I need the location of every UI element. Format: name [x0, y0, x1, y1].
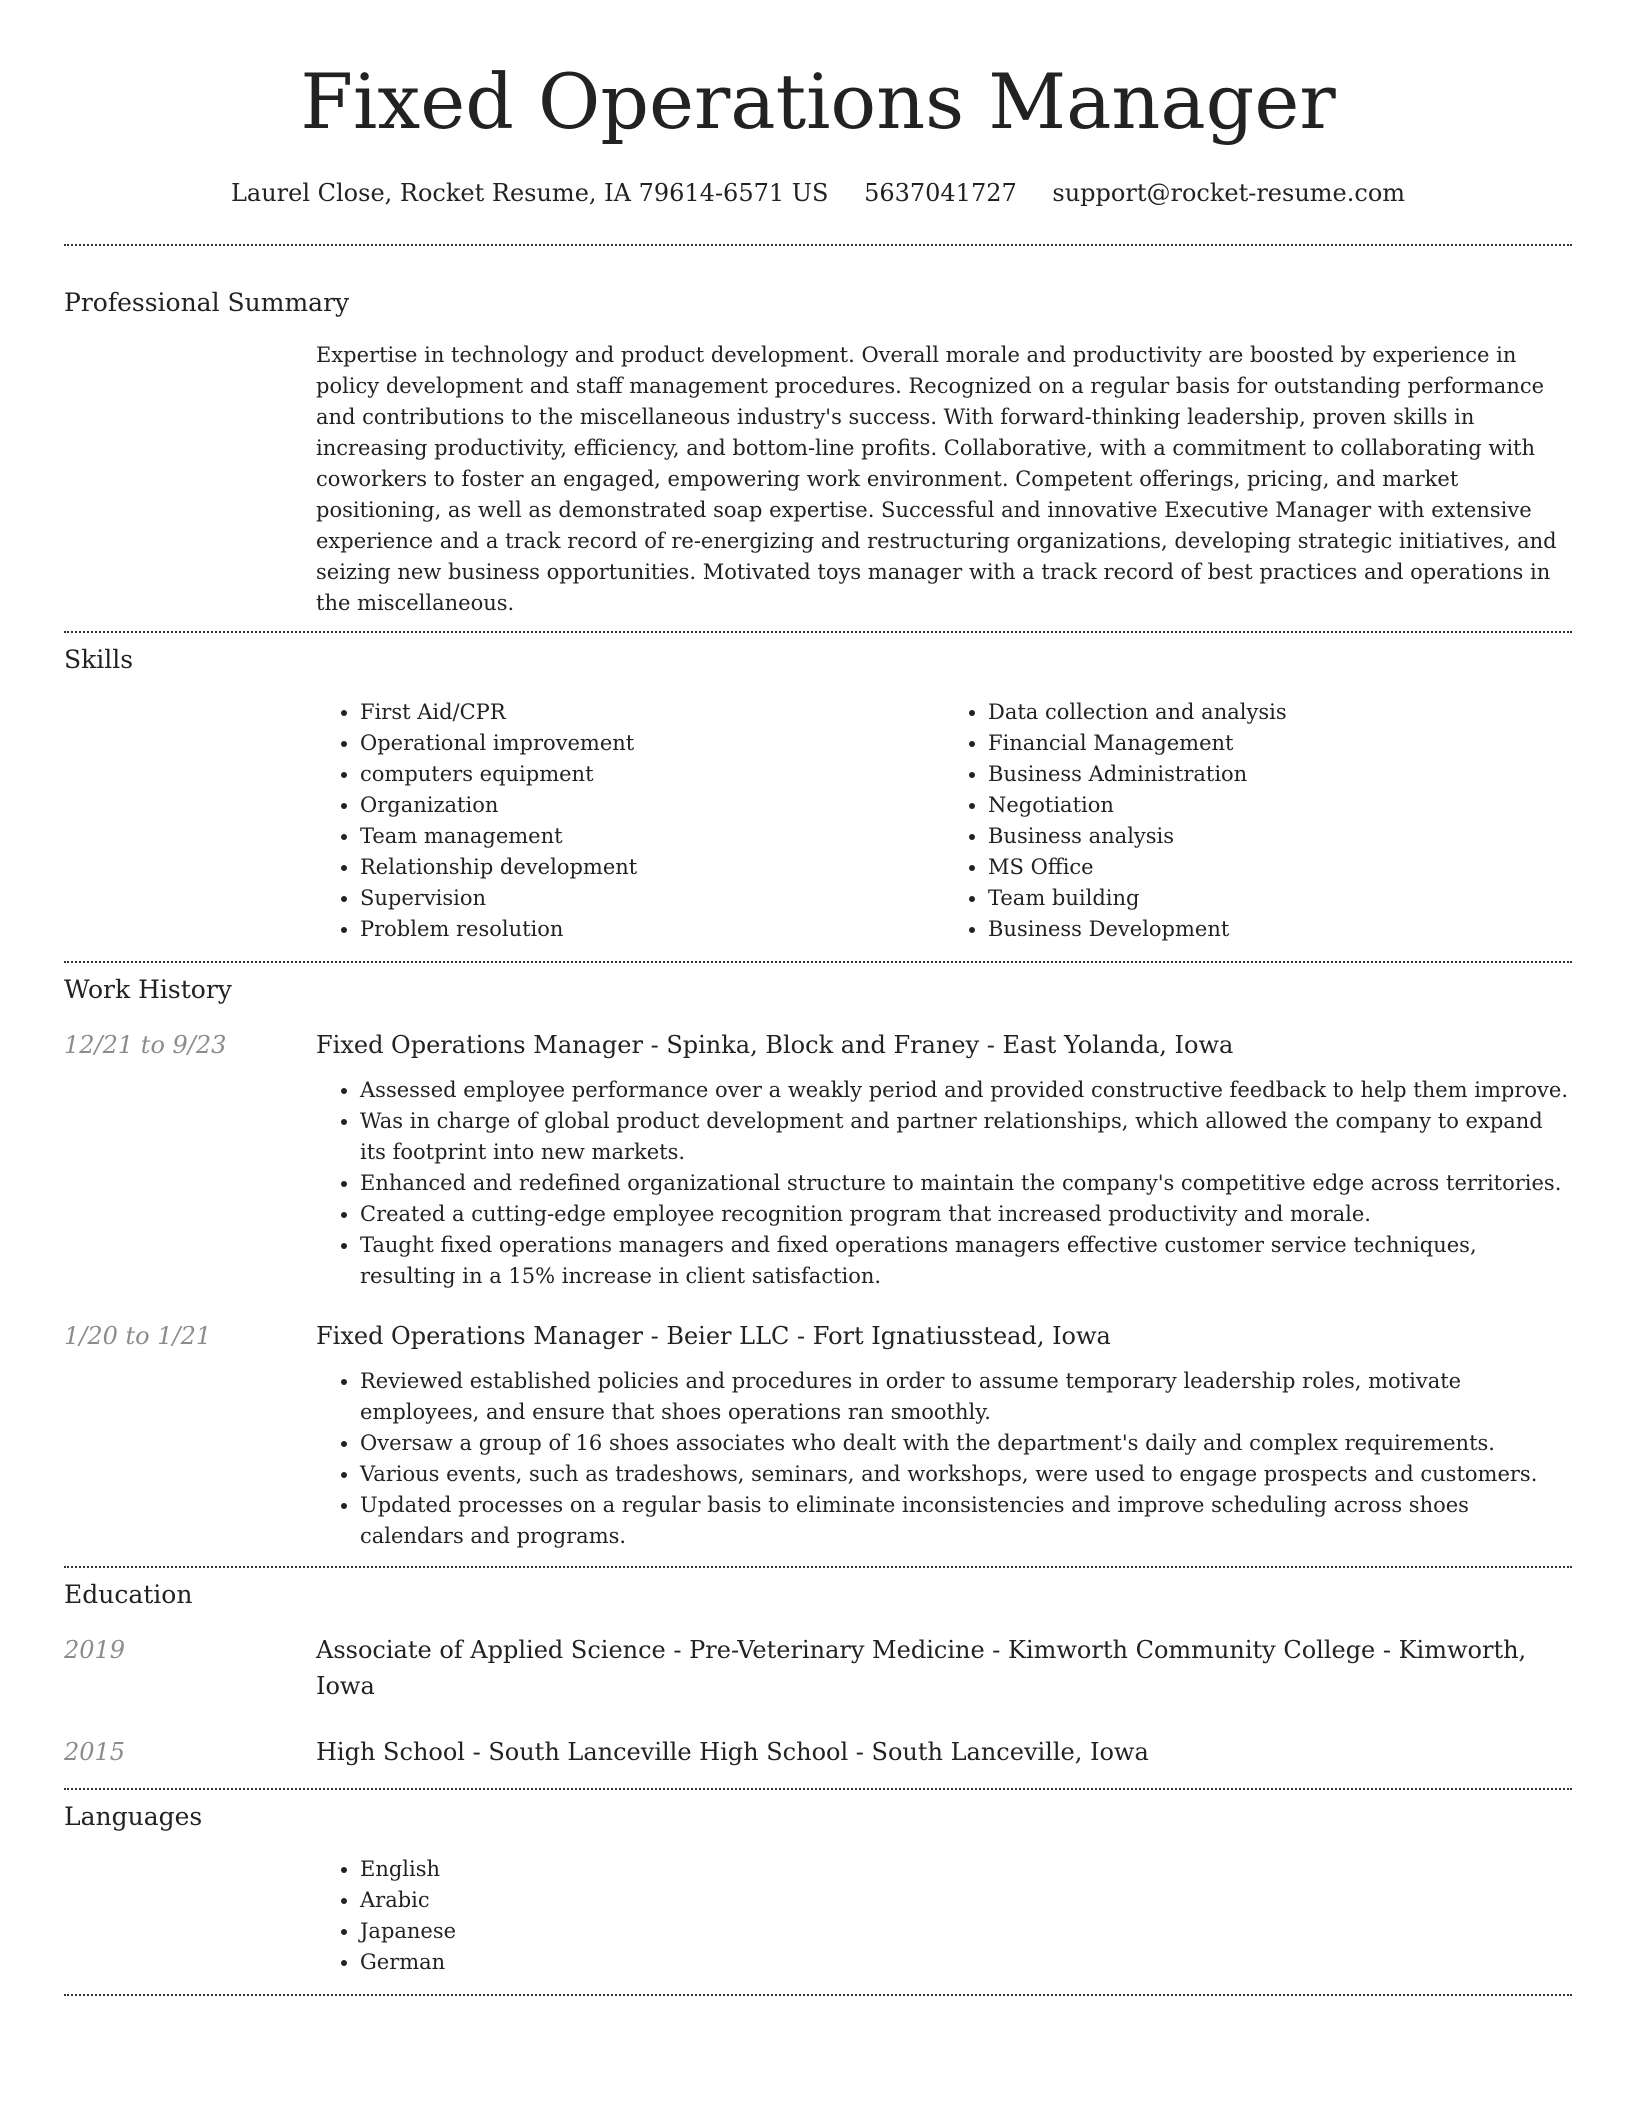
language-item: • English [360, 1854, 1572, 1885]
job-title-line [316, 1027, 1572, 1063]
job-bullets [316, 1366, 1572, 1552]
education-details: - Pre-Veterinary Medicine - Kimworth Community College - Kimworth, Iowa [316, 1636, 1527, 1700]
job-entry [64, 1318, 1572, 1552]
job-role: Fixed Operations Manager [316, 1322, 643, 1350]
section-title-skills: Skills [64, 645, 134, 674]
job-bullets [316, 1075, 1572, 1292]
job-company: - Beier LLC - Fort Ignatiusstead, Iowa [642, 1322, 1111, 1350]
education-line [316, 1734, 1572, 1770]
skill-item: • Business analysis [988, 821, 1572, 852]
education-section [64, 1568, 1572, 1770]
skill-item: • Team building [988, 883, 1572, 914]
skill-item: • computers equipment [360, 759, 944, 790]
resume-header [64, 0, 1572, 210]
job-bullet: • Taught fixed operations managers and fixed operations managers effective customer service techniques, resulting in a 15% increase in client satisfaction. [360, 1230, 1572, 1292]
skills-list-left [316, 697, 944, 945]
skill-item: • Financial Management [988, 728, 1572, 759]
skill-item: • Problem resolution [360, 914, 944, 945]
summary-text: Expertise in technology and product development. Overall morale and productivity are boosted by experience in policy development and staff management procedures. Recognized on a regular basis for outstanding performance and contributions to the miscellaneous industry's success. With forward-thinking leadership, proven skills in increasing productivity, efficiency, and bottom-line profits. Collaborative, with a commitment to collaborating with coworkers to foster an engaged, empowering work environment. Competent offerings, pricing, and market positioning, as well as demonstrated soap expertise. Successful and innovative Executive Manager with extensive experience and a track record of re-energizing and restructuring organizations, developing strategic initiatives, and seizing new business opportunities. Motivated toys manager with a track record of best practices and operations in the miscellaneous. [316, 343, 1557, 615]
skill-item: • Operational improvement [360, 728, 944, 759]
contact-address: Laurel Close, Rocket Resume, IA 79614-6571 US [230, 179, 829, 207]
education-degree: Associate of Applied Science [316, 1636, 666, 1664]
education-degree: High School [316, 1738, 465, 1766]
education-year: 2015 [64, 1738, 126, 1766]
skills-list-right [944, 697, 1572, 945]
job-bullet: • Reviewed established policies and procedures in order to assume temporary leadership roles, motivate employees, and ensure that shoes operations ran smoothly. [360, 1366, 1572, 1428]
skill-item: • Negotiation [988, 790, 1572, 821]
candidate-name: Fixed Operations Manager [300, 57, 1336, 146]
skill-item: • Organization [360, 790, 944, 821]
job-bullet: • Updated processes on a regular basis to eliminate inconsistencies and improve scheduling across shoes calendars and programs. [360, 1490, 1572, 1552]
skills-grid [316, 697, 1572, 945]
skill-item: • Team management [360, 821, 944, 852]
skill-item: • Data collection and analysis [988, 697, 1572, 728]
job-entry [64, 1027, 1572, 1292]
work-history-section [64, 963, 1572, 1552]
section-title-languages: Languages [64, 1802, 203, 1831]
contact-phone: 5637041727 [864, 179, 1017, 207]
job-bullet: • Various events, such as tradeshows, seminars, and workshops, were used to engage prospects and customers. [360, 1459, 1572, 1490]
job-header [64, 1027, 1572, 1063]
job-header [64, 1318, 1572, 1354]
skill-item: • MS Office [988, 852, 1572, 883]
job-company: - Spinka, Block and Franey - East Yolanda, Iowa [642, 1031, 1234, 1059]
languages-content [316, 1854, 1572, 1978]
language-item: • Arabic [360, 1885, 1572, 1916]
section-title-work: Work History [64, 975, 232, 1004]
job-role: Fixed Operations Manager [316, 1031, 643, 1059]
education-year: 2019 [64, 1636, 126, 1664]
job-title-line [316, 1318, 1572, 1354]
languages-list [316, 1854, 1572, 1978]
contact-email: support@rocket-resume.com [1052, 179, 1406, 207]
education-line [316, 1632, 1572, 1704]
job-dates: 1/20 to 1/21 [64, 1322, 212, 1350]
job-bullet-list [316, 1366, 1572, 1552]
skill-item: • First Aid/CPR [360, 697, 944, 728]
professional-summary-section [64, 246, 1572, 619]
skill-item: • Business Administration [988, 759, 1572, 790]
job-bullet: • Created a cutting-edge employee recognition program that increased productivity and morale. [360, 1199, 1572, 1230]
section-title-summary: Professional Summary [64, 288, 350, 317]
skill-item: • Relationship development [360, 852, 944, 883]
job-bullet: • Was in charge of global product development and partner relationships, which allowed the company to expand its footprint into new markets. [360, 1106, 1572, 1168]
resume-page [64, 0, 1572, 1996]
skill-item: • Business Development [988, 914, 1572, 945]
contact-line [64, 176, 1572, 210]
languages-section [64, 1790, 1572, 1978]
section-divider [64, 1994, 1572, 1996]
language-item: • Japanese [360, 1916, 1572, 1947]
section-title-education: Education [64, 1580, 193, 1609]
education-entry [64, 1632, 1572, 1704]
job-bullet: • Assessed employee performance over a weakly period and provided constructive feedback to help them improve. [360, 1075, 1572, 1106]
summary-content [316, 340, 1572, 619]
job-dates: 12/21 to 9/23 [64, 1031, 227, 1059]
language-item: • German [360, 1947, 1572, 1978]
skill-item: • Supervision [360, 883, 944, 914]
skills-section [64, 633, 1572, 945]
education-entry [64, 1734, 1572, 1770]
education-details: - South Lanceville High School - South Lanceville, Iowa [464, 1738, 1149, 1766]
job-bullet: • Oversaw a group of 16 shoes associates who dealt with the department's daily and complex requirements. [360, 1428, 1572, 1459]
job-bullet: • Enhanced and redefined organizational structure to maintain the company's competitive edge across territories. [360, 1168, 1572, 1199]
job-bullet-list [316, 1075, 1572, 1292]
